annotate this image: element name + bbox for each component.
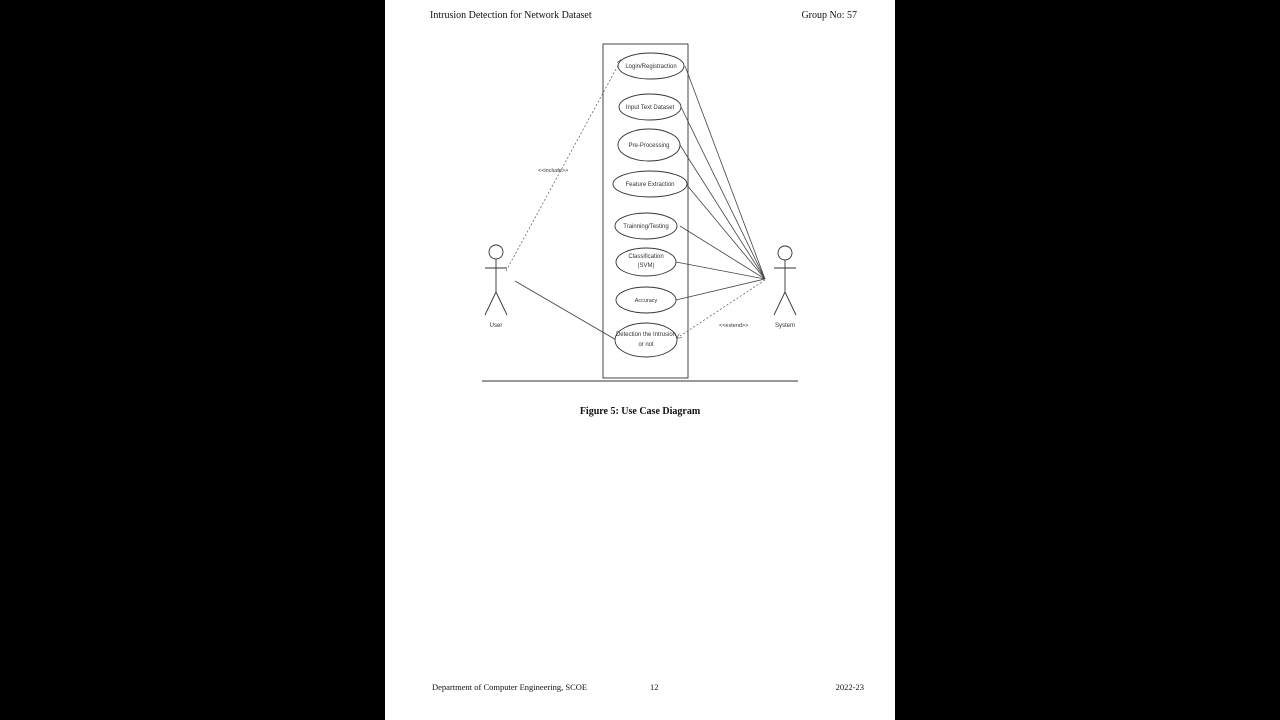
use-case-detection xyxy=(615,323,677,357)
use-case-diagram xyxy=(385,0,895,400)
user-actor-label: User xyxy=(489,323,503,329)
system-associations xyxy=(676,66,765,300)
header-title: Intrusion Detection for Network Dataset xyxy=(430,10,592,21)
use-case-label: Accuracy xyxy=(634,298,658,304)
use-case-preprocessing xyxy=(618,129,680,161)
use-case-login xyxy=(618,53,684,79)
use-case-training xyxy=(615,213,677,239)
use-case-feature xyxy=(613,171,687,197)
use-case-label: Feature Extraction xyxy=(625,182,675,188)
use-case-classification xyxy=(616,248,676,276)
use-case-accuracy xyxy=(616,287,676,313)
use-case-label: Input Text Dataset xyxy=(625,105,675,111)
use-case-input xyxy=(619,94,681,120)
include-label: <<include>> xyxy=(538,168,569,174)
user-association xyxy=(515,281,618,341)
figure-caption: Figure 5: Use Case Diagram xyxy=(579,406,701,417)
user-actor-icon xyxy=(485,245,507,315)
system-actor-icon xyxy=(774,246,796,315)
use-case-label: Trainning/Testing xyxy=(623,224,669,230)
footer-year: 2022-23 xyxy=(835,682,864,692)
footer-department: Department of Computer Engineering, SCOE xyxy=(432,682,588,692)
document-page xyxy=(385,0,895,720)
extend-label: <<extend>> xyxy=(719,323,749,329)
use-case-label: Detection the Intrusion xyxy=(615,332,677,338)
footer-page-number: 12 xyxy=(650,682,659,692)
header-group: Group No: 57 xyxy=(801,10,857,21)
include-relation xyxy=(506,60,621,271)
use-case-label: or not xyxy=(638,342,654,348)
use-case-label: Pre-Processing xyxy=(628,143,670,149)
use-case-label: (SVM) xyxy=(637,263,655,269)
use-case-label: Classification xyxy=(628,254,664,260)
system-actor-label: System xyxy=(774,323,796,329)
use-case-label: Login/Registraction xyxy=(625,64,677,70)
extend-relation xyxy=(677,280,765,338)
